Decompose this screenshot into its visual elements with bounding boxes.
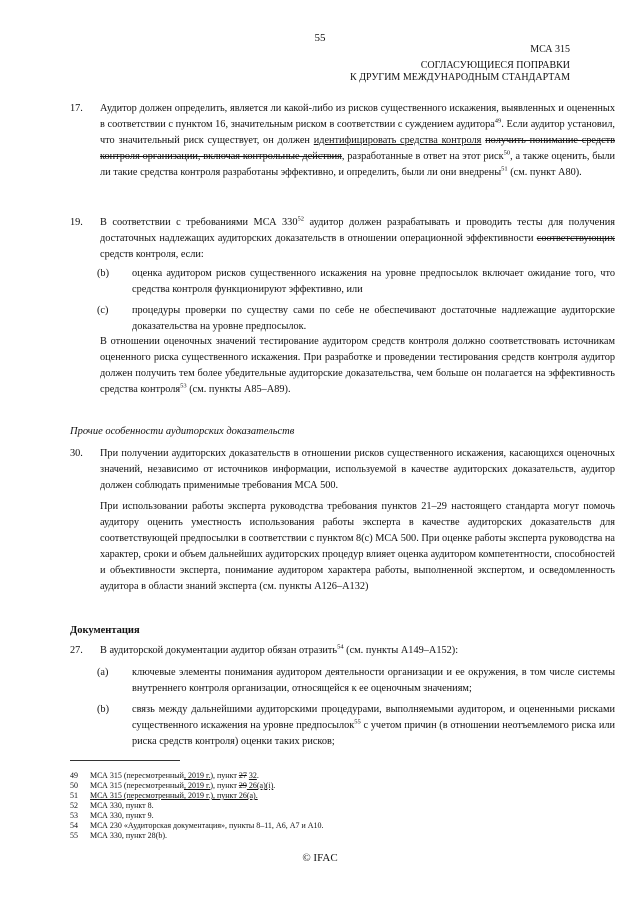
inserted-text: , 2019 г. xyxy=(183,781,211,790)
paragraph-number: 17. xyxy=(70,103,83,114)
text-run: В соответствии с требованиями МСА 330 xyxy=(100,217,298,228)
paragraph-text: При получении аудиторских доказательств в отношении рисков существенного искажения, касающихся оценочных значений, независимо от источников информации, используемой в качестве аудиторских доказательств, аудитор должен соблюдать применимые требования МСА 500. xyxy=(100,448,615,491)
inserted-text: 26(a)(i) xyxy=(246,781,274,790)
footnote-ref: 51 xyxy=(501,165,508,173)
section-heading-documentation: Документация xyxy=(70,625,140,636)
deleted-text: 29 xyxy=(238,781,247,790)
text-run: средств контроля, если: xyxy=(100,249,204,260)
text-run: (см. пункты А149–А152): xyxy=(343,645,459,656)
text-run: . xyxy=(256,771,259,780)
paragraph-19-continuation xyxy=(100,334,615,398)
inserted-text: , 2019 г. xyxy=(183,771,211,780)
list-label: (c) xyxy=(97,305,109,316)
text-run: , а также оценить, были ли такие средства контроля разработаны эффективно, и определить, были ли они внедрены xyxy=(100,151,616,178)
text-run: (см. пункты А85–А89). xyxy=(186,384,291,395)
paragraph-30 xyxy=(70,446,615,494)
footnote-ref: 49 xyxy=(494,117,502,125)
text-run: В отношении оценочных значений тестирование аудитором средств контроля должно соответствовать источникам оцененного риска существенного искажения. При разработке и проведении тестирования средств контроля аудитор должен получить тем более убедительные аудиторские доказательства, чем больше он полагается на эффективность средства контроля xyxy=(100,336,615,395)
text-run: аудитор должен разрабатывать и проводить тесты для получения достаточных надлежащих аудиторских доказательств в отношении операционной эффективности xyxy=(100,217,615,244)
list-item-b-doc xyxy=(97,702,615,750)
footnote xyxy=(70,801,470,811)
text-run: МСА 315 (пересмотренный xyxy=(90,781,184,790)
section-heading-other: Прочие особенности аудиторских доказательств xyxy=(70,426,295,437)
footnote-text: МСА 330, пункт 8. xyxy=(90,801,154,810)
list-item-a xyxy=(97,665,615,697)
inserted-text: идентифицировать средства контроля xyxy=(313,135,482,146)
footnote-text xyxy=(90,771,259,781)
paragraph-number: 30. xyxy=(70,448,83,459)
paragraph-number: 27. xyxy=(70,645,83,656)
list-item-c xyxy=(97,303,615,335)
text-run: , разработанные в ответ на этот риск xyxy=(341,151,504,162)
list-text: оценка аудитором рисков существенного искажения на уровне предпосылок включает ожидание того, что средства контроля функционируют эффективно, или xyxy=(132,268,615,295)
footnote xyxy=(70,771,470,781)
inserted-text: 32 xyxy=(248,771,257,780)
text-run: В аудиторской документации аудитор обязан отразить xyxy=(100,645,338,656)
text-run: Аудитор должен определить, является ли какой-либо из рисков существенного искажения, выявленных и оцененных в соответствии с пунктом 16, значительным риском в соответствии с суждением аудитора xyxy=(100,103,615,130)
footnote-text: МСА 330, пункт 28(b). xyxy=(90,831,167,840)
list-label: (a) xyxy=(97,667,109,678)
deleted-text: 27 xyxy=(238,771,247,780)
list-text: ключевые элементы понимания аудитором деятельности организации и ее окружения, в том числе системы внутреннего контроля организации, относящейся к ее оценочным значениям; xyxy=(132,667,615,694)
running-title-line2: К ДРУГИМ МЕЖДУНАРОДНЫМ СТАНДАРТАМ xyxy=(350,72,570,83)
footnote-ref: 50 xyxy=(503,149,511,157)
footnote-text: МСА 330, пункт 9. xyxy=(90,811,154,820)
paragraph-text xyxy=(100,215,615,263)
text-run: МСА 315 (пересмотренный xyxy=(90,771,184,780)
text-run: ), пункт xyxy=(210,781,239,790)
footnote xyxy=(70,791,470,801)
paragraph-17 xyxy=(70,101,615,181)
paragraph-19 xyxy=(70,215,615,263)
deleted-text: соответствующих xyxy=(536,233,615,244)
footnote-number: 49 xyxy=(70,771,78,780)
footnote-ref: 53 xyxy=(180,382,187,390)
footnote-number: 51 xyxy=(70,791,78,800)
footnote-number: 53 xyxy=(70,811,78,820)
footnote-number: 50 xyxy=(70,781,78,790)
text-run: . Если аудитор установил, что значительный риск существует, он должен xyxy=(100,119,616,146)
footnote xyxy=(70,831,470,841)
text-run: (см. пункт А80). xyxy=(507,167,582,178)
footnote-text xyxy=(90,781,275,791)
footnote-separator xyxy=(70,760,180,761)
running-title-line1: СОГЛАСУЮЩИЕСЯ ПОПРАВКИ xyxy=(420,60,570,71)
footnote-number: 55 xyxy=(70,831,78,840)
standard-code: МСА 315 xyxy=(530,44,570,55)
deleted-text: получить понимание средств контроля организации, включая контрольные действия xyxy=(100,135,616,162)
text-run: ), пункт xyxy=(210,771,239,780)
footnote-text: МСА 230 «Аудиторская документация», пункты 8–11, А6, А7 и А10. xyxy=(90,821,324,830)
list-item-b xyxy=(97,266,615,298)
footnote-ref: 52 xyxy=(297,215,304,223)
list-text xyxy=(132,702,615,750)
list-label: (b) xyxy=(97,704,110,715)
paragraph-27 xyxy=(70,643,615,659)
paragraph-number: 19. xyxy=(70,217,83,228)
list-text: процедуры проверки по существу сами по себе не обеспечивают достаточные надлежащие аудиторские доказательства на уровне предпосылок. xyxy=(132,305,615,332)
page-number: 55 xyxy=(314,32,326,44)
footnote-ref: 54 xyxy=(337,643,344,651)
footnote xyxy=(70,811,470,821)
list-label: (b) xyxy=(97,268,110,279)
copyright-footer: © IFAC xyxy=(302,852,338,864)
footnote-ref: 55 xyxy=(354,718,361,726)
paragraph-30-continuation: При использовании работы эксперта руководства требования пунктов 21–29 настоящего стандарта могут помочь аудитору оценить уместность использования работы эксперта в качестве аудиторских доказательств для соответствующей предпосылки в соответствии с пунктом 8(с) МСА 500. При оценке работы эксперта руководства на характер, сроки и объем дальнейших аудиторских процедур влияет оценка аудитором компетентности, способностей и объективности эксперта, понимание аудитором характера работы, выполненной экспертом, и осведомленность аудитора в области знаний эксперта (см. пункты А126–А132) xyxy=(100,501,615,592)
footnote-number: 52 xyxy=(70,801,78,810)
text-run: . xyxy=(273,781,276,790)
footnote xyxy=(70,781,470,791)
text-run: с учетом причин (в отношении неотъемлемого риска или риска средств контроля) оценки таких рисков; xyxy=(132,720,615,747)
footnote xyxy=(70,821,470,831)
text-run: связь между дальнейшими аудиторскими процедурами, выполняемыми аудитором, и оцененными рисками существенного искажения на уровне предпосылок xyxy=(132,704,615,731)
paragraph-text xyxy=(100,101,615,181)
footnote-text: МСА 315 (пересмотренный, 2019 г.), пункт 26(a). xyxy=(90,791,258,800)
paragraph-text xyxy=(100,643,615,659)
footnote-number: 54 xyxy=(70,821,78,830)
